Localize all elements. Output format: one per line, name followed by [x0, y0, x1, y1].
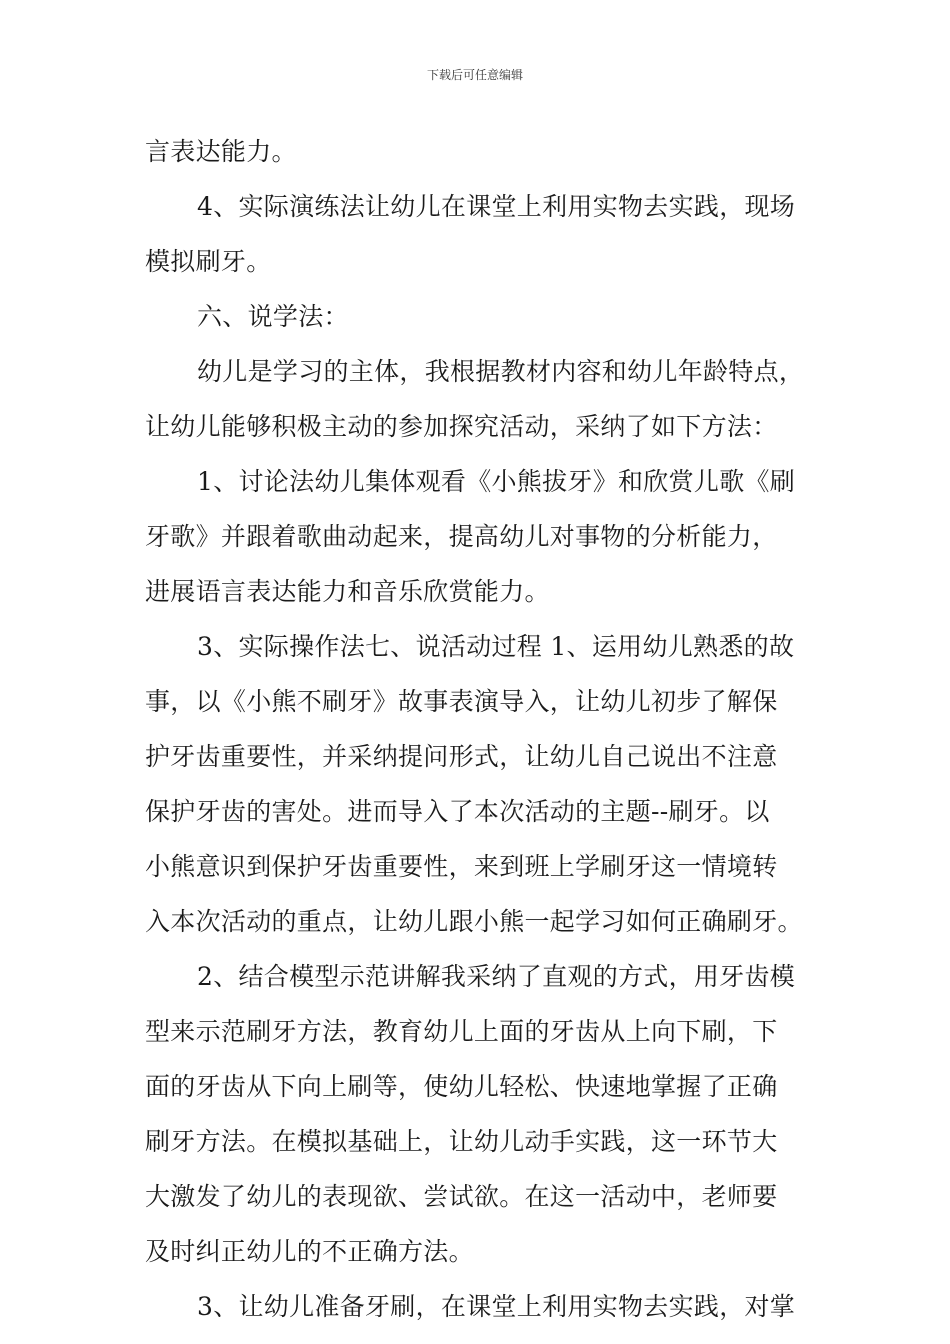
- page-header: 下载后可任意编辑: [426, 68, 523, 82]
- text-line: 型来示范刷牙方法，教育幼儿上面的牙齿从上向下刷，下: [145, 1017, 778, 1046]
- text-line: 事，以《小熊不刷牙》故事表演导入，让幼儿初步了解保: [145, 687, 778, 716]
- text-line: 入本次活动的重点，让幼儿跟小熊一起学习如何正确刷牙。: [145, 907, 803, 936]
- text-line: 及时纠正幼儿的不正确方法。: [145, 1237, 474, 1266]
- document-body: [145, 124, 810, 1334]
- text-line: 进展语言表达能力和音乐欣赏能力。: [145, 577, 550, 606]
- text-line: 2、结合模型示范讲解我采纳了直观的方式，用牙齿模: [197, 962, 796, 991]
- text-line: 牙歌》并跟着歌曲动起来，提高幼儿对事物的分析能力，: [145, 522, 778, 551]
- text-line: 3、让幼儿准备牙刷，在课堂上利用实物去实践，对掌: [197, 1292, 796, 1321]
- text-line: 幼儿是学习的主体，我根据教材内容和幼儿年龄特点，: [197, 357, 805, 386]
- text-line: 保护牙齿的害处。进而导入了本次活动的主题--刷牙。以: [145, 797, 770, 826]
- text-line: 1、讨论法幼儿集体观看《小熊拔牙》和欣赏儿歌《刷: [197, 467, 796, 496]
- text-line: 大激发了幼儿的表现欲、尝试欲。在这一活动中，老师要: [145, 1182, 778, 1211]
- text-line: 言表达能力。: [145, 137, 297, 166]
- text-line: 3、实际操作法七、说活动过程 1、运用幼儿熟悉的故: [197, 632, 795, 661]
- text-line: 面的牙齿从下向上刷等，使幼儿轻松、快速地掌握了正确: [145, 1072, 778, 1101]
- text-line: 4、实际演练法让幼儿在课堂上利用实物去实践，现场: [197, 192, 796, 221]
- text-line: 模拟刷牙。: [145, 247, 272, 276]
- text-line: 刷牙方法。在模拟基础上，让幼儿动手实践，这一环节大: [145, 1127, 778, 1156]
- section-heading: 六、说学法：: [197, 302, 349, 331]
- text-line: 让幼儿能够积极主动的参加探究活动，采纳了如下方法：: [145, 412, 778, 441]
- text-line: 护牙齿重要性，并采纳提问形式，让幼儿自己说出不注意: [145, 742, 778, 771]
- text-line: 小熊意识到保护牙齿重要性，来到班上学刷牙这一情境转: [145, 852, 778, 881]
